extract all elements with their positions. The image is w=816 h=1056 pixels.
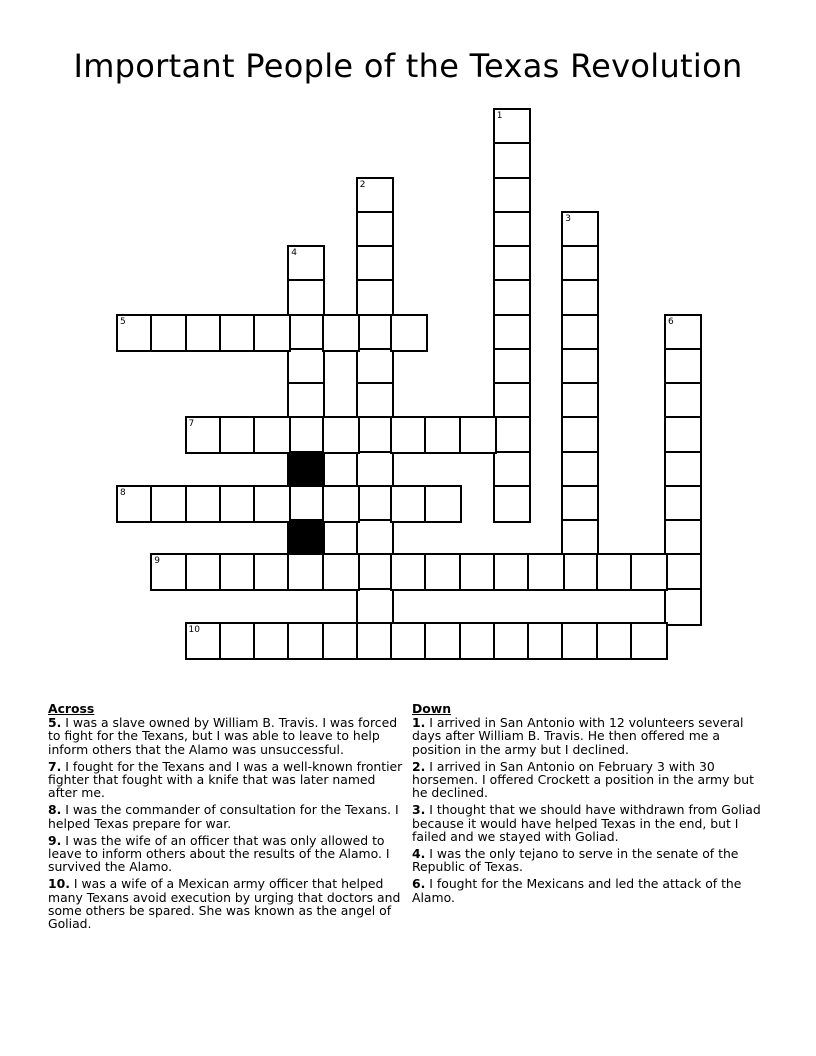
down-heading: Down — [412, 701, 452, 716]
grid-cell[interactable] — [495, 144, 529, 178]
grid-cell[interactable] — [358, 487, 392, 521]
clue-number: 1. — [412, 715, 426, 731]
clue-number-label: 5 — [120, 316, 126, 327]
grid-cell[interactable] — [289, 281, 323, 315]
clue-down-4 — [412, 847, 772, 873]
grid-cell[interactable] — [495, 418, 529, 452]
down-clues — [412, 702, 772, 908]
grid-cell[interactable] — [426, 487, 460, 521]
clue-number: 9. — [48, 832, 62, 848]
grid-cell[interactable] — [563, 487, 597, 521]
across-heading: Across — [48, 701, 95, 716]
grid-cell[interactable] — [563, 521, 597, 555]
clue-number-label: 10 — [188, 624, 200, 635]
grid-cell[interactable] — [495, 453, 529, 487]
grid-cell[interactable] — [358, 555, 392, 589]
grid-cell[interactable] — [255, 316, 289, 350]
grid-cell[interactable] — [324, 624, 358, 658]
grid-cell[interactable] — [358, 590, 392, 624]
grid-cell[interactable] — [563, 247, 597, 281]
grid-cell[interactable] — [426, 418, 460, 452]
grid-cell[interactable] — [666, 384, 700, 418]
clue-number-label: 9 — [154, 556, 160, 567]
across-clues — [48, 702, 408, 934]
grid-cell[interactable] — [632, 555, 666, 589]
clue-number: 3. — [412, 802, 426, 818]
clue-number: 4. — [412, 846, 426, 862]
clue-text: I was the commander of consultation for the Texans. I helped Texas prepare for war. — [48, 802, 399, 831]
grid-cell[interactable] — [495, 281, 529, 315]
grid-cell[interactable] — [255, 487, 289, 521]
clue-down-2 — [412, 760, 772, 800]
grid-cell[interactable] — [666, 521, 700, 555]
grid-cell[interactable] — [152, 316, 186, 350]
grid-cell[interactable] — [666, 590, 700, 624]
grid-cell[interactable] — [666, 418, 700, 452]
grid-cell[interactable] — [563, 350, 597, 384]
grid-cell[interactable] — [563, 281, 597, 315]
grid-cell[interactable] — [152, 487, 186, 521]
grid-cell[interactable] — [495, 213, 529, 247]
grid-cell[interactable] — [324, 316, 358, 350]
grid-cell[interactable] — [358, 281, 392, 315]
grid-cell[interactable] — [632, 624, 666, 658]
grid-cell[interactable] — [495, 247, 529, 281]
grid-cell[interactable] — [426, 624, 460, 658]
clue-number-label: 7 — [188, 419, 195, 430]
grid-cell[interactable] — [255, 624, 289, 658]
grid-cell[interactable] — [289, 555, 323, 589]
grid-cell[interactable] — [563, 555, 597, 589]
clue-across-10 — [48, 877, 408, 930]
grid-cell[interactable] — [461, 418, 495, 452]
clue-text: I fought for the Mexicans and led the attack of the Alamo. — [412, 876, 742, 905]
grid-cell[interactable] — [324, 555, 358, 589]
clue-number-label: 3 — [565, 213, 571, 224]
grid-cell[interactable] — [221, 555, 255, 589]
clue-text: I arrived in San Antonio on February 3 with 30 horsemen. I offered Crockett a position in the army but he declined. — [412, 758, 754, 801]
clue-text: I was the wife of an officer that was only allowed to leave to inform others about the results of the Alamo. I survived the Alamo. — [48, 832, 390, 875]
clue-down-6 — [412, 877, 772, 903]
grid-cell[interactable] — [461, 624, 495, 658]
clue-text: I was a wife of a Mexican army officer that helped many Texans avoid execution by urging that doctors and some others be spared. She was known as the angel of Goliad. — [48, 876, 401, 932]
grid-cell[interactable] — [495, 350, 529, 384]
black-square — [289, 521, 323, 555]
grid-cell[interactable] — [392, 487, 426, 521]
grid-cell[interactable] — [358, 418, 392, 452]
clue-across-5 — [48, 716, 408, 756]
clue-number: 7. — [48, 758, 62, 774]
grid-cell[interactable] — [666, 555, 700, 589]
clue-number-label: 6 — [668, 316, 674, 327]
clue-text: I arrived in San Antonio with 12 volunteers several days after William B. Travis. He then offered me a position in the army but I declined. — [412, 715, 744, 757]
grid-cell[interactable] — [221, 418, 255, 452]
clue-number-label: 1 — [496, 111, 503, 121]
grid-cell[interactable] — [563, 316, 597, 350]
black-square — [289, 453, 323, 487]
grid-cell[interactable] — [461, 555, 495, 589]
grid-cell[interactable] — [358, 350, 392, 384]
grid-cell[interactable] — [289, 384, 323, 418]
page-title: Important People of the Texas Revolution — [73, 47, 743, 85]
grid-cell[interactable] — [495, 487, 529, 521]
clue-number: 5. — [48, 715, 62, 731]
grid-cell[interactable] — [358, 316, 392, 350]
clue-across-9 — [48, 834, 408, 874]
grid-cell[interactable] — [495, 316, 529, 350]
grid-cell[interactable] — [255, 555, 289, 589]
grid-cell[interactable] — [289, 418, 323, 452]
grid-cell[interactable] — [255, 418, 289, 452]
grid-cell[interactable] — [666, 487, 700, 521]
grid-cell[interactable] — [324, 487, 358, 521]
grid-cell[interactable] — [495, 555, 529, 589]
grid-cell[interactable] — [598, 624, 632, 658]
grid-cell[interactable] — [358, 624, 392, 658]
grid-cell[interactable] — [358, 453, 392, 487]
grid-cell[interactable] — [495, 179, 529, 213]
grid-cell[interactable] — [358, 247, 392, 281]
clue-text: I was the only tejano to serve in the senate of the Republic of Texas. — [412, 846, 739, 875]
grid-cell[interactable] — [187, 316, 221, 350]
clue-across-7 — [48, 760, 408, 800]
grid-cell[interactable] — [563, 624, 597, 658]
grid-cell[interactable] — [666, 453, 700, 487]
clue-text: I was a slave owned by William B. Travis. I was forced to fight for the Texans, but I was able to leave to help inform others that the Alamo was unsuccessful. — [48, 715, 398, 757]
grid-cell[interactable] — [221, 624, 255, 658]
grid-cell[interactable] — [426, 555, 460, 589]
clue-number: 6. — [412, 876, 426, 892]
clue-number: 2. — [412, 758, 426, 774]
grid-cell[interactable] — [221, 316, 255, 350]
grid-cell[interactable] — [529, 624, 563, 658]
clue-number-label: 8 — [120, 487, 126, 498]
grid-cell[interactable] — [221, 487, 255, 521]
grid-cell[interactable] — [289, 350, 323, 384]
clue-down-1 — [412, 716, 772, 756]
clue-text: I fought for the Texans and I was a well-known frontier fighter that fought with a knife that was later named after me. — [48, 758, 403, 801]
grid-cell[interactable] — [289, 487, 323, 521]
grid-cell[interactable] — [563, 384, 597, 418]
grid-cell[interactable] — [358, 213, 392, 247]
grid-cell[interactable] — [563, 453, 597, 487]
grid-cell[interactable] — [358, 521, 392, 555]
grid-cell[interactable] — [187, 487, 221, 521]
grid-cell[interactable] — [529, 555, 563, 589]
grid-cell[interactable] — [289, 316, 323, 350]
clue-number-label: 4 — [291, 248, 297, 258]
grid-cell[interactable] — [392, 316, 426, 350]
grid-cell[interactable] — [392, 555, 426, 589]
clue-number: 8. — [48, 802, 62, 818]
grid-cell[interactable] — [324, 418, 358, 452]
grid-cell[interactable] — [563, 418, 597, 452]
grid-cell[interactable] — [666, 350, 700, 384]
clue-text: I thought that we should have withdrawn from Goliad because it would have helped Texas in the end, but I failed and we stayed with Goliad. — [412, 802, 761, 844]
grid-cell[interactable] — [598, 555, 632, 589]
clue-number: 10. — [48, 876, 70, 892]
grid-cell[interactable] — [187, 555, 221, 589]
grid-cell[interactable] — [392, 624, 426, 658]
clue-number-label: 2 — [359, 179, 366, 190]
grid-cell[interactable] — [392, 418, 426, 452]
clue-down-3 — [412, 803, 772, 843]
grid-cell[interactable] — [289, 624, 323, 658]
grid-cell[interactable] — [495, 624, 529, 658]
grid-cell[interactable] — [358, 384, 392, 418]
clue-across-8 — [48, 803, 408, 829]
grid-cell[interactable] — [495, 384, 529, 418]
